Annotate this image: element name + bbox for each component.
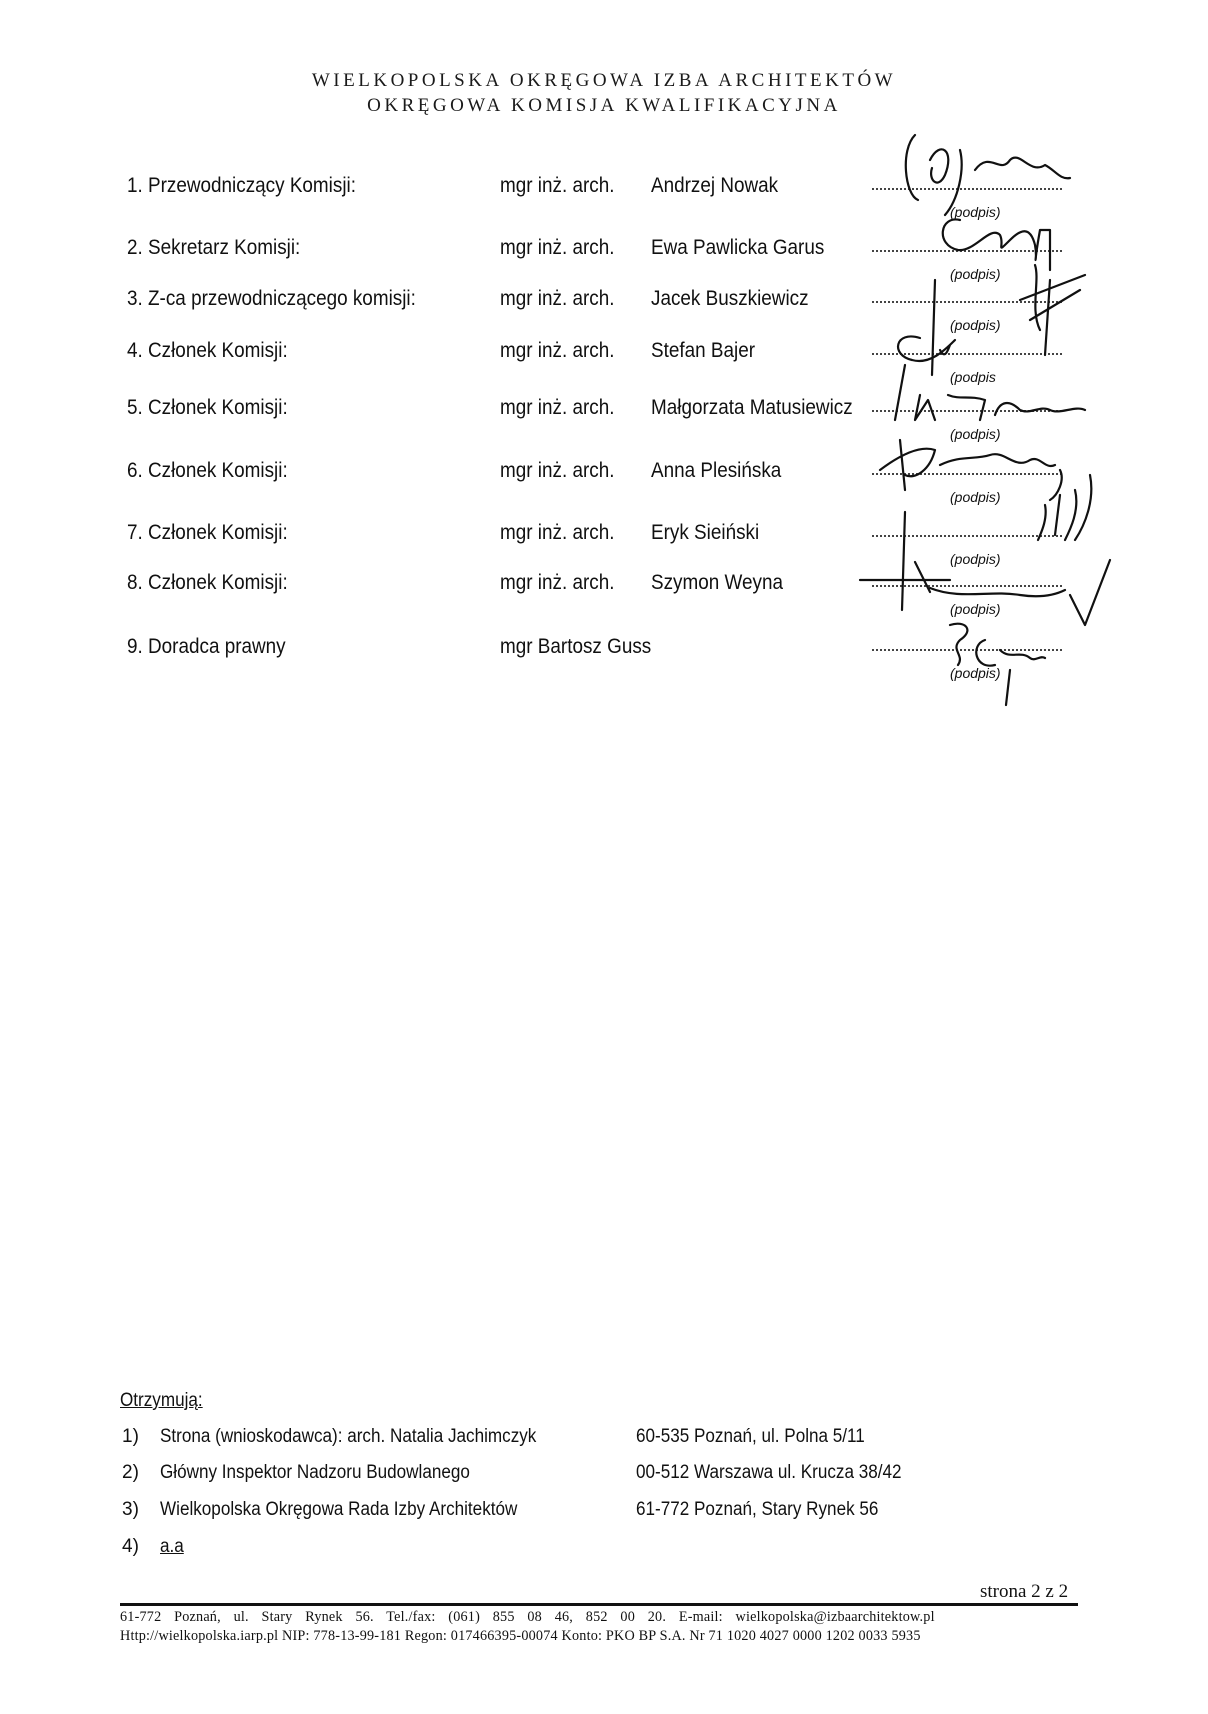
recipient-number: 2) xyxy=(122,1462,139,1483)
recipient-name: Wielkopolska Okręgowa Rada Izby Architektów xyxy=(160,1499,518,1520)
member-role: 4. Członek Komisji: xyxy=(127,339,288,362)
member-role: 8. Członek Komisji: xyxy=(127,571,288,594)
recipient-number: 4) xyxy=(122,1536,139,1557)
member-row xyxy=(0,635,1208,681)
member-title: mgr inż. arch. xyxy=(500,571,615,594)
recipient-row xyxy=(0,1426,1208,1456)
recipient-row xyxy=(0,1536,1208,1566)
member-title: mgr inż. arch. xyxy=(500,521,615,544)
recipients-heading: Otrzymują: xyxy=(120,1390,203,1411)
member-row xyxy=(0,396,1208,442)
signature-label: (podpis) xyxy=(950,489,1001,505)
commission-name: OKRĘGOWA KOMISJA KWALIFIKACYJNA xyxy=(367,95,841,116)
member-name: Szymon Weyna xyxy=(651,571,784,594)
footer-address-line: 61-772 Poznań, ul. Stary Rynek 56. Tel./fax: (061) 855 08 46, 852 00 20. E-mail: wielkopolska@izbaarchitektow.pl xyxy=(120,1609,935,1625)
member-name: Małgorzata Matusiewicz xyxy=(651,396,853,419)
member-role: 1. Przewodniczący Komisji: xyxy=(127,174,356,197)
chamber-name: WIELKOPOLSKA OKRĘGOWA IZBA ARCHITEKTÓW xyxy=(311,70,897,91)
member-role: 2. Sekretarz Komisji: xyxy=(127,236,301,259)
member-title: mgr inż. arch. xyxy=(500,396,615,419)
member-role: 5. Członek Komisji: xyxy=(127,396,288,419)
member-name: Eryk Sieiński xyxy=(651,521,760,544)
member-title: mgr inż. arch. xyxy=(500,459,615,482)
member-row xyxy=(0,236,1208,282)
signature-label: (podpis) xyxy=(950,551,1001,567)
member-row xyxy=(0,521,1208,567)
member-title: mgr inż. arch. xyxy=(500,236,615,259)
member-name: Anna Plesińska xyxy=(651,459,782,482)
signature-line xyxy=(872,649,1062,651)
signature-label: (podpis) xyxy=(950,266,1001,282)
signature-label: (podpis) xyxy=(950,426,1001,442)
signature-label: (podpis) xyxy=(950,601,1001,617)
recipient-address: 61-772 Poznań, Stary Rynek 56 xyxy=(636,1499,879,1520)
member-row xyxy=(0,174,1208,220)
member-title: mgr inż. arch. xyxy=(500,287,615,310)
member-name: Ewa Pawlicka Garus xyxy=(651,236,825,259)
member-title: mgr inż. arch. xyxy=(500,174,615,197)
signature-label: (podpis xyxy=(950,369,996,385)
signature-line xyxy=(872,250,1062,252)
member-row xyxy=(0,287,1208,333)
recipient-name: Główny Inspektor Nadzoru Budowlanego xyxy=(160,1462,470,1483)
member-role: 7. Członek Komisji: xyxy=(127,521,288,544)
footer-divider xyxy=(120,1603,1078,1606)
recipient-address: 00-512 Warszawa ul. Krucza 38/42 xyxy=(636,1462,902,1483)
member-role: 6. Członek Komisji: xyxy=(127,459,288,482)
recipient-number: 1) xyxy=(122,1426,139,1447)
recipient-row xyxy=(0,1499,1208,1529)
recipient-address: 60-535 Poznań, ul. Polna 5/11 xyxy=(636,1426,865,1447)
recipient-name: a.a xyxy=(160,1536,184,1557)
signature-line xyxy=(872,301,1062,303)
recipient-name: Strona (wnioskodawca): arch. Natalia Jachimczyk xyxy=(160,1426,537,1447)
signature-line xyxy=(872,535,1062,537)
recipient-number: 3) xyxy=(122,1499,139,1520)
signature-line xyxy=(872,585,1062,587)
member-title: mgr inż. arch. xyxy=(500,339,615,362)
member-row xyxy=(0,459,1208,505)
page-number: strona 2 z 2 xyxy=(980,1581,1069,1602)
signature-label: (podpis) xyxy=(950,317,1001,333)
member-name: Stefan Bajer xyxy=(651,339,756,362)
member-name: Jacek Buszkiewicz xyxy=(651,287,809,310)
signature-line xyxy=(872,410,1062,412)
member-role: 9. Doradca prawny xyxy=(127,635,286,658)
member-row xyxy=(0,571,1208,617)
member-row xyxy=(0,339,1208,385)
signature-line xyxy=(872,473,1062,475)
recipient-row xyxy=(0,1462,1208,1492)
member-title: mgr Bartosz Guss xyxy=(500,635,652,658)
footer-registry-line: Http://wielkopolska.iarp.pl NIP: 778-13-99-181 Regon: 017466395-00074 Konto: PKO BP S.A. Nr 71 1020 4027 0000 1202 0033 5935 xyxy=(120,1628,921,1644)
member-role: 3. Z-ca przewodniczącego komisji: xyxy=(127,287,416,310)
member-name: Andrzej Nowak xyxy=(651,174,779,197)
signature-line xyxy=(872,188,1062,190)
signature-label: (podpis) xyxy=(950,204,1001,220)
signature-line xyxy=(872,353,1062,355)
signature-label: (podpis) xyxy=(950,665,1001,681)
